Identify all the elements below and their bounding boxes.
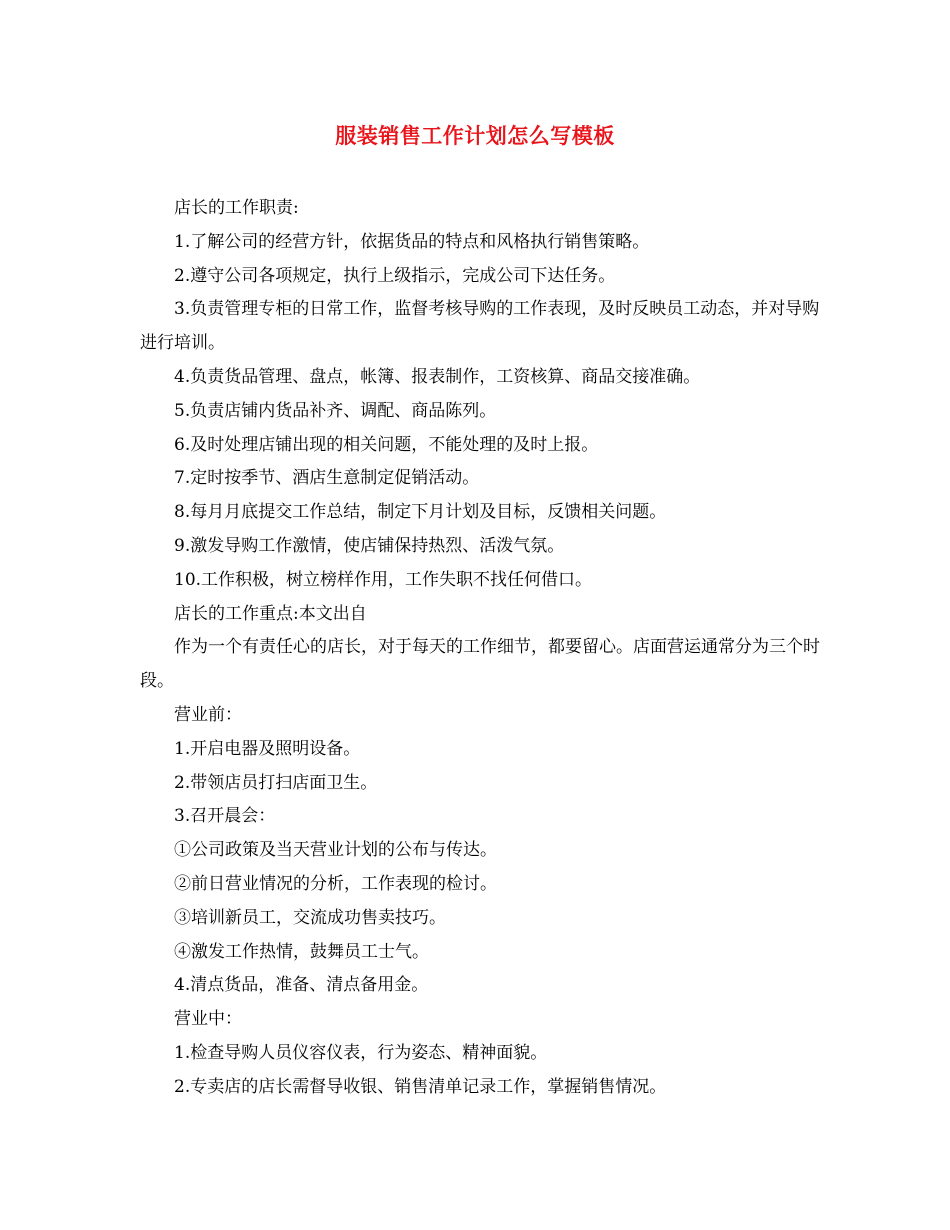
paragraph: 7.定时按季节、酒店生意制定促销活动。 (174, 468, 480, 489)
paragraph: ④激发工作热情，鼓舞员工士气。 (174, 941, 429, 962)
paragraph: 1.开启电器及照明设备。 (174, 738, 361, 759)
paragraph: ①公司政策及当天营业计划的公布与传达。 (174, 840, 497, 861)
paragraph: 店长的工作重点:本文出自 (174, 603, 367, 624)
paragraph: ②前日营业情况的分析，工作表现的检讨。 (174, 873, 497, 894)
paragraph: 8.每月月底提交工作总结，制定下月计划及目标，反馈相关问题。 (174, 502, 667, 523)
paragraph: 1.了解公司的经营方针，依据货品的特点和风格执行销售策略。 (174, 231, 650, 252)
paragraph: 3.负责管理专柜的日常工作，监督考核导购的工作表现，及时反映员工动态，并对导购进行培训。 (140, 299, 820, 354)
document-title: 服装销售工作计划怎么写模板 (335, 123, 615, 148)
paragraph: 1.检查导购人员仪容仪表，行为姿态、精神面貌。 (174, 1042, 548, 1063)
paragraph: 2.遵守公司各项规定，执行上级指示，完成公司下达任务。 (174, 265, 616, 286)
paragraph: 9.激发导购工作激情，使店铺保持热烈、活泼气氛。 (174, 535, 565, 556)
paragraph: 3.召开晨会： (174, 806, 276, 827)
paragraph: 营业中： (174, 1009, 242, 1030)
paragraph: 5.负责店铺内货品补齐、调配、商品陈列。 (174, 400, 497, 421)
paragraph: 6.及时处理店铺出现的相关问题，不能处理的及时上报。 (174, 434, 599, 455)
paragraph: 4.清点货品，准备、清点备用金。 (174, 975, 429, 996)
paragraph: 作为一个有责任心的店长，对于每天的工作细节，都要留心。店面营运通常分为三个时段。 (140, 637, 820, 692)
paragraph: 营业前： (174, 704, 242, 725)
paragraph: 2.专卖店的店长需督导收银、销售清单记录工作，掌握销售情况。 (174, 1076, 667, 1097)
paragraph: ③培训新员工，交流成功售卖技巧。 (174, 907, 446, 928)
document-body (140, 192, 820, 1105)
paragraph: 10.工作积极，树立榜样作用，工作失职不找任何借口。 (174, 569, 593, 590)
paragraph: 店长的工作职责: (174, 198, 299, 218)
paragraph: 2.带领店员打扫店面卫生。 (174, 772, 378, 793)
paragraph: 4.负责货品管理、盘点，帐簿、报表制作，工资核算、商品交接准确。 (174, 366, 701, 387)
